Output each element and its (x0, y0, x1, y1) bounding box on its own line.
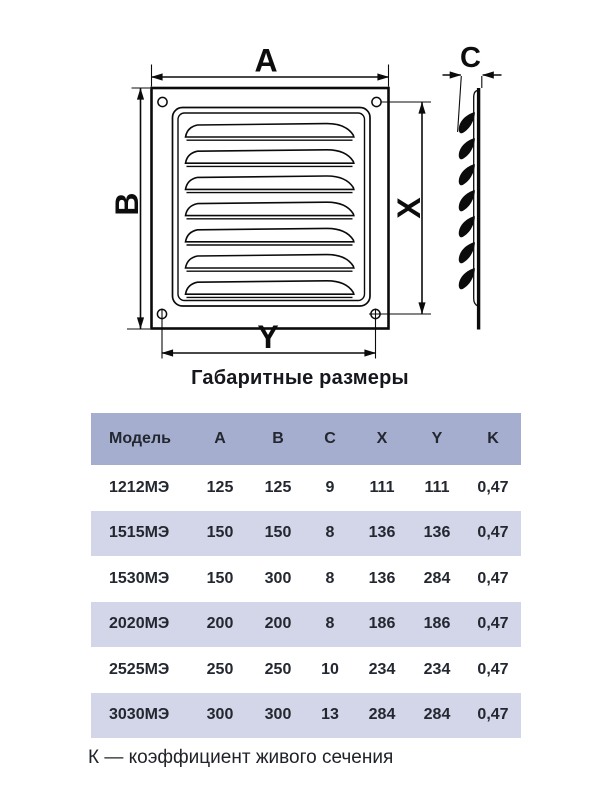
dimensions-table (91, 413, 521, 738)
louver (186, 176, 354, 189)
value-a: 300 (206, 706, 234, 724)
louver (186, 202, 354, 215)
value-b: 300 (264, 706, 292, 724)
value-a: 125 (206, 478, 234, 496)
side-louver-profile (459, 216, 475, 237)
value-a: 250 (206, 660, 234, 678)
table-row (91, 556, 521, 602)
side-louver-profile (459, 138, 475, 159)
value-y: 111 (424, 478, 450, 496)
side-louver-profile (459, 112, 475, 133)
value-a: 150 (206, 524, 234, 542)
col-header-c: C (324, 430, 336, 447)
value-b: 125 (264, 478, 292, 496)
dim-label-x: X (391, 197, 427, 219)
grille-side-view (459, 88, 479, 330)
col-header-b: B (272, 430, 284, 447)
model-name: 1515МЭ (109, 524, 170, 542)
value-y: 186 (423, 615, 451, 633)
model-name: 3030МЭ (109, 706, 170, 724)
model-name: 2020МЭ (109, 615, 170, 633)
louvers (186, 124, 354, 298)
value-y: 284 (423, 569, 451, 587)
value-y: 284 (423, 706, 451, 724)
value-k: 0,47 (477, 569, 509, 587)
value-k: 0,47 (477, 478, 509, 496)
footnote: К — коэффициент живого сечения (88, 747, 394, 768)
value-a: 200 (206, 615, 234, 633)
value-c: 10 (321, 660, 339, 678)
col-header-a: A (214, 430, 226, 447)
col-header-x: X (376, 430, 388, 447)
value-x: 284 (368, 706, 396, 724)
table-row (91, 602, 521, 648)
side-louver-profile (459, 242, 475, 263)
louver (186, 228, 354, 241)
dim-label-b: B (109, 192, 145, 216)
value-x: 186 (368, 615, 396, 633)
grille-front-view (152, 88, 389, 329)
value-k: 0,47 (477, 615, 509, 633)
value-c: 8 (325, 615, 335, 633)
value-c: 9 (325, 478, 335, 496)
value-x: 234 (368, 660, 396, 678)
value-b: 300 (264, 569, 292, 587)
side-louver-profile (459, 268, 475, 289)
louver (186, 124, 354, 137)
louver (186, 255, 354, 268)
table-row (91, 647, 521, 693)
value-y: 234 (423, 660, 451, 678)
screw-hole-top-right (372, 97, 381, 106)
value-k: 0,47 (477, 660, 509, 678)
dimensions-diagram (0, 0, 600, 362)
model-name: 2525МЭ (109, 660, 170, 678)
louver (186, 150, 354, 163)
value-x: 136 (368, 569, 396, 587)
col-header-model: Модель (109, 430, 171, 447)
louver (186, 281, 354, 294)
screw-hole-top-left (158, 97, 167, 106)
table-row (91, 693, 521, 739)
diagram-caption: Габаритные размеры (191, 367, 409, 389)
dim-label-y: Y (257, 319, 279, 355)
value-k: 0,47 (477, 706, 509, 724)
side-louver-profile (459, 164, 475, 185)
table-row (91, 465, 521, 511)
value-b: 200 (264, 615, 292, 633)
model-name: 1212МЭ (109, 478, 170, 496)
side-louver-profile (459, 190, 475, 211)
model-name: 1530МЭ (109, 569, 170, 587)
value-k: 0,47 (477, 524, 509, 542)
dimension-annotations (109, 42, 502, 359)
value-b: 150 (264, 524, 292, 542)
dim-label-c: C (460, 42, 481, 74)
value-c: 8 (325, 524, 335, 542)
value-c: 13 (321, 706, 339, 724)
value-a: 150 (206, 569, 234, 587)
dim-label-a: A (254, 42, 278, 79)
value-b: 250 (264, 660, 292, 678)
value-c: 8 (325, 569, 335, 587)
table-header-row (91, 413, 521, 465)
col-header-y: Y (431, 430, 443, 447)
value-x: 111 (369, 478, 395, 496)
table-row (91, 511, 521, 557)
col-header-k: K (487, 430, 499, 447)
value-x: 136 (368, 524, 396, 542)
value-y: 136 (423, 524, 451, 542)
